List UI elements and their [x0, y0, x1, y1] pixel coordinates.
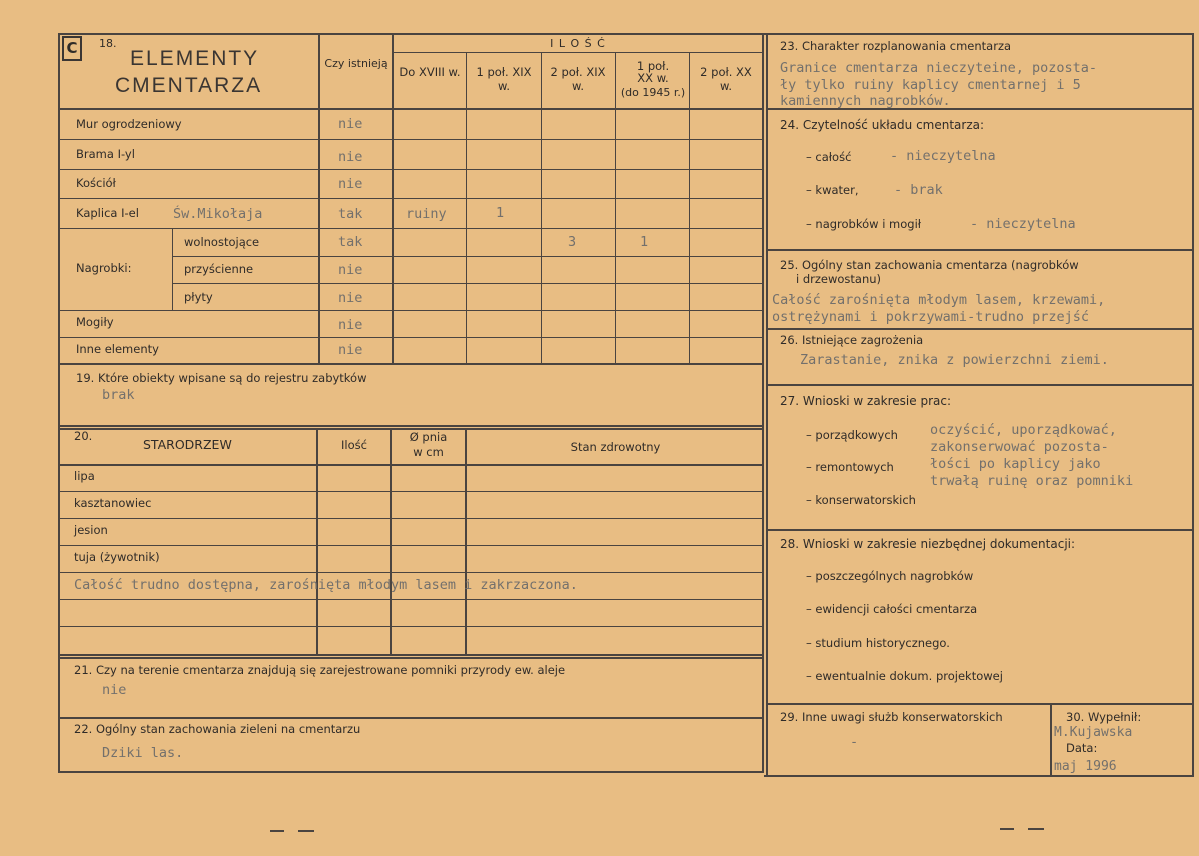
row-czy: nie	[338, 176, 363, 192]
section-23-answer-line3: kamiennych nagrobków.	[780, 93, 951, 109]
rule	[58, 425, 764, 427]
rule	[58, 771, 764, 773]
section-28-item: – studium historycznego.	[806, 636, 950, 650]
row-label: Mogiły	[76, 315, 114, 329]
section-24-kwater: – kwater,	[806, 183, 859, 197]
rule	[393, 52, 763, 53]
section-25-answer-line2: ostrężynami i pokrzywami-trudno przejść	[772, 309, 1089, 325]
rule	[390, 428, 392, 654]
row-czy: nie	[338, 116, 363, 132]
section-27-answer-line1: oczyścić, uporządkować,	[930, 422, 1117, 438]
section-30-question: 30. Wypełnił:	[1066, 710, 1142, 724]
rule	[58, 33, 60, 773]
tree-note: Całość trudno dostępna, zarośnięta młodym lasem i zakrzaczona.	[74, 577, 578, 593]
row-label: Kaplica I-el	[76, 206, 139, 220]
section-25-question-line1: 25. Ogólny stan zachowania cmentarza (nagrobków	[780, 258, 1079, 272]
row-label: Mur ogrodzeniowy	[76, 117, 182, 131]
section-28-question: 28. Wnioski w zakresie niezbędnej dokumentacji:	[780, 537, 1076, 551]
rule	[58, 310, 764, 311]
stray-mark	[270, 830, 284, 832]
section-30-name: M.Kujawska	[1054, 725, 1133, 740]
section-24-calosc-answer: - nieczytelna	[890, 148, 996, 164]
rule	[172, 283, 764, 284]
rule	[541, 53, 542, 363]
rule	[689, 53, 690, 363]
rule	[58, 654, 764, 656]
col-1pol-xx-b: XX w.	[637, 71, 669, 85]
tree-col-pnia: Ø pnia	[409, 430, 448, 444]
section-30-date: maj 1996	[1054, 759, 1117, 774]
col-1pol-xx-c: (do 1945 r.)	[620, 86, 686, 99]
row-label: Kościół	[76, 176, 116, 190]
rule	[58, 363, 764, 365]
row-czy: nie	[338, 262, 363, 278]
section-24-kwater-answer: - brak	[894, 182, 943, 198]
row-label: Brama I-yl	[76, 147, 135, 161]
rule	[766, 703, 1194, 705]
row-2pol19: 3	[568, 234, 577, 250]
section-30-date-label: Data:	[1066, 741, 1098, 755]
row-label: przyścienne	[184, 262, 254, 276]
rule	[466, 53, 467, 363]
rule	[58, 572, 764, 573]
rule	[172, 228, 173, 310]
row-label: Inne elementy	[76, 342, 159, 356]
rule	[58, 337, 764, 338]
rule	[172, 256, 764, 257]
rule	[766, 249, 1194, 251]
rule	[58, 464, 764, 466]
row-extra: Św.Mikołaja	[173, 206, 263, 222]
tree-col-ilosc: Ilość	[341, 438, 367, 452]
rule	[58, 139, 764, 140]
section-23-answer-line1: Granice cmentarza nieczyteine, pozosta-	[780, 60, 1097, 76]
row-czy: nie	[338, 290, 363, 306]
section-23-question: 23. Charakter rozplanowania cmentarza	[780, 39, 1012, 53]
stray-mark	[1028, 828, 1044, 830]
rule	[58, 198, 764, 199]
row-do18: ruiny	[406, 206, 447, 222]
section-27-remontowych: – remontowych	[806, 460, 894, 474]
rule	[1050, 703, 1052, 776]
section-23-answer-line2: ły tylko ruiny kaplicy cmentarnej i 5	[780, 77, 1081, 93]
rule	[465, 428, 467, 654]
tree-col-pnia-unit: w cm	[413, 445, 444, 459]
col-2pol-xix: 2 poł. XIX w.	[550, 65, 606, 93]
section-25-answer-line1: Całość zarośnięta młodym lasem, krzewami,	[772, 292, 1106, 308]
stray-mark	[1000, 828, 1014, 830]
tree-col-stan: Stan zdrowotny	[570, 440, 661, 454]
row-1pol20: 1	[640, 234, 649, 250]
col-czy-istnieja: Czy istnieją	[324, 57, 388, 70]
section-26-question: 26. Istniejące zagrożenia	[780, 333, 924, 347]
section-21-question: 21. Czy na terenie cmentarza znajdują się zarejestrowane pomniki przyrody ew. aleje	[74, 663, 566, 677]
rule	[764, 33, 1194, 35]
rule	[58, 717, 764, 719]
rule	[766, 529, 1194, 531]
row-czy: tak	[338, 206, 363, 222]
rule	[766, 384, 1194, 386]
rule	[58, 491, 764, 492]
section-22-question: 22. Ogólny stan zachowania zieleni na cmentarzu	[74, 722, 361, 736]
section-27-konserwatorskich: – konserwatorskich	[806, 493, 916, 507]
section-26-answer: Zarastanie, znika z powierzchni ziemi.	[800, 352, 1109, 368]
tree-name: tuja (żywotnik)	[74, 550, 160, 564]
col-1pol-xx-a: 1 poł.	[636, 59, 670, 73]
rule	[762, 33, 764, 773]
row-1pol19: 1	[496, 205, 505, 221]
row-czy: nie	[338, 317, 363, 333]
row-label: wolnostojące	[184, 235, 260, 249]
section-29-answer: -	[850, 734, 859, 750]
rule	[58, 657, 764, 659]
rule	[58, 518, 764, 519]
section-18-title-line2: CMENTARZA	[115, 74, 263, 97]
tree-name: kasztanowiec	[74, 496, 152, 510]
rule	[764, 775, 1194, 777]
rule	[58, 108, 764, 110]
section-27-question: 27. Wnioski w zakresie prac:	[780, 394, 952, 408]
row-label: płyty	[184, 290, 213, 304]
tree-name: lipa	[74, 469, 95, 483]
col-do-xviii: Do XVIII w.	[399, 65, 461, 79]
rule	[316, 428, 318, 654]
rule	[615, 53, 616, 363]
rule	[58, 626, 764, 627]
section-24-nagrobkow-answer: - nieczytelna	[970, 216, 1076, 232]
section-25-question-line2: i drzewostanu)	[796, 272, 882, 286]
col-1pol-xix: 1 poł. XIX w.	[476, 65, 532, 93]
rule	[58, 545, 764, 546]
tree-name: jesion	[74, 523, 108, 537]
rule	[766, 33, 768, 776]
section-19-question: 19. Które obiekty wpisane są do rejestru zabytków	[76, 371, 367, 385]
col-ilosc: I L O Ś Ć	[550, 37, 606, 50]
rule	[58, 33, 764, 35]
section-27-answer-line3: łości po kaplicy jako	[930, 456, 1101, 472]
rule	[58, 599, 764, 600]
section-27-answer-line2: zakonserwować pozosta-	[930, 439, 1109, 455]
rule	[1192, 33, 1194, 776]
section-24-nagrobkow: – nagrobków i mogił	[806, 217, 922, 231]
row-czy: nie	[338, 342, 363, 358]
section-20-title: STARODRZEW	[143, 437, 232, 452]
section-18-number: 18.	[99, 37, 117, 50]
col-2pol-xx: 2 poł. XX w.	[700, 65, 752, 93]
section-28-item: – ewentualnie dokum. projektowej	[806, 669, 1003, 683]
rule	[766, 328, 1194, 330]
section-20-number: 20.	[74, 429, 93, 443]
section-19-answer: brak	[102, 387, 135, 403]
section-18-title-line1: ELEMENTY	[130, 47, 260, 70]
row-czy: tak	[338, 234, 363, 250]
section-24-question: 24. Czytelność układu cmentarza:	[780, 118, 985, 132]
card-code-box: C	[62, 36, 82, 61]
section-28-item: – ewidencji całości cmentarza	[806, 602, 978, 616]
section-21-answer: nie	[102, 682, 127, 698]
rule	[58, 228, 764, 229]
nagrobki-label: Nagrobki:	[76, 261, 132, 275]
section-29-question: 29. Inne uwagi służb konserwatorskich	[780, 710, 1003, 724]
section-24-calosc: – całość	[806, 150, 852, 164]
section-22-answer: Dziki las.	[102, 745, 184, 761]
rule	[58, 169, 764, 170]
section-27-porzadkowych: – porządkowych	[806, 428, 898, 442]
section-27-answer-line4: trwałą ruinę oraz pomniki	[930, 473, 1134, 489]
row-czy: nie	[338, 149, 363, 165]
section-28-item: – poszczególnych nagrobków	[806, 569, 974, 583]
stray-mark	[298, 830, 314, 832]
